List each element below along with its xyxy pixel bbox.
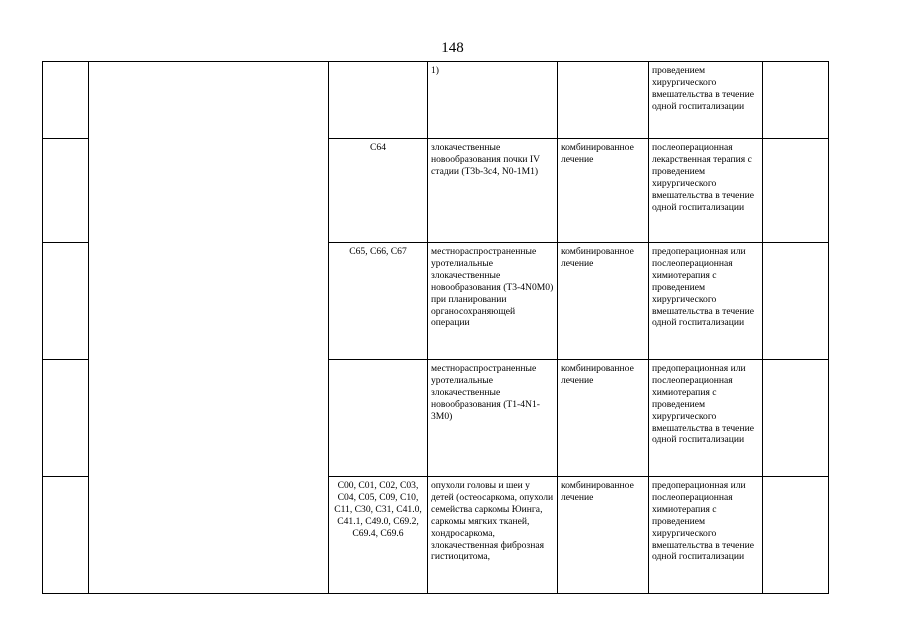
norm-cell [763,139,829,243]
diagnosis-cell: местнораспространенные уротелиальные злокачественные новообразования (T3-4N0M0) при планировании органосохраняющей операции [428,243,558,360]
norm-cell [763,62,829,139]
care-type-cell [89,62,329,594]
row-number-cell [43,139,89,243]
diagnosis-cell: опухоли головы и шеи у детей (остеосаркома, опухоли семейства саркомы Юинга, саркомы мягких тканей, хондросаркома, злокачественная фиброзная гистиоцитома, [428,477,558,594]
treatment-type-cell: комбинированное лечение [558,139,649,243]
diagnosis-cell: злокачественные новообразования почки IV стадии (T3b-3c4, N0-1M1) [428,139,558,243]
treatment-type-cell: комбинированное лечение [558,360,649,477]
treatment-method-cell: предоперационная или послеоперационная химиотерапия с проведением хирургического вмешательства в течение одной госпитализации [649,243,763,360]
icd-code-cell: C65, C66, C67 [329,243,428,360]
norm-cell [763,477,829,594]
row-number-cell [43,360,89,477]
row-number-cell [43,477,89,594]
diagnosis-cell: 1) [428,62,558,139]
treatment-type-cell [558,62,649,139]
norm-cell [763,360,829,477]
treatment-method-cell: предоперационная или послеоперационная химиотерапия с проведением хирургического вмешательства в течение одной госпитализации [649,477,763,594]
norm-cell [763,243,829,360]
medical-care-table [42,61,829,594]
icd-code-cell [329,360,428,477]
row-number-cell [43,243,89,360]
diagnosis-cell: местнораспространенные уротелиальные злокачественные новообразования (T1-4N1-3M0) [428,360,558,477]
page-number: 148 [441,40,464,56]
table-row [43,62,829,139]
treatment-method-cell: послеоперационная лекарственная терапия с проведением хирургического вмешательства в течение одной госпитализации [649,139,763,243]
icd-code-cell: C64 [329,139,428,243]
icd-code-cell: C00, C01, C02, C03, C04, C05, C09, C10, C11, C30, C31, C41.0, C41.1, C49.0, C69.2, C69.4, C69.6 [329,477,428,594]
icd-code-cell [329,62,428,139]
treatment-method-cell: проведением хирургического вмешательства в течение одной госпитализации [649,62,763,139]
treatment-type-cell: комбинированное лечение [558,243,649,360]
treatment-type-cell: комбинированное лечение [558,477,649,594]
row-number-cell [43,62,89,139]
treatment-method-cell: предоперационная или послеоперационная химиотерапия с проведением хирургического вмешательства в течение одной госпитализации [649,360,763,477]
